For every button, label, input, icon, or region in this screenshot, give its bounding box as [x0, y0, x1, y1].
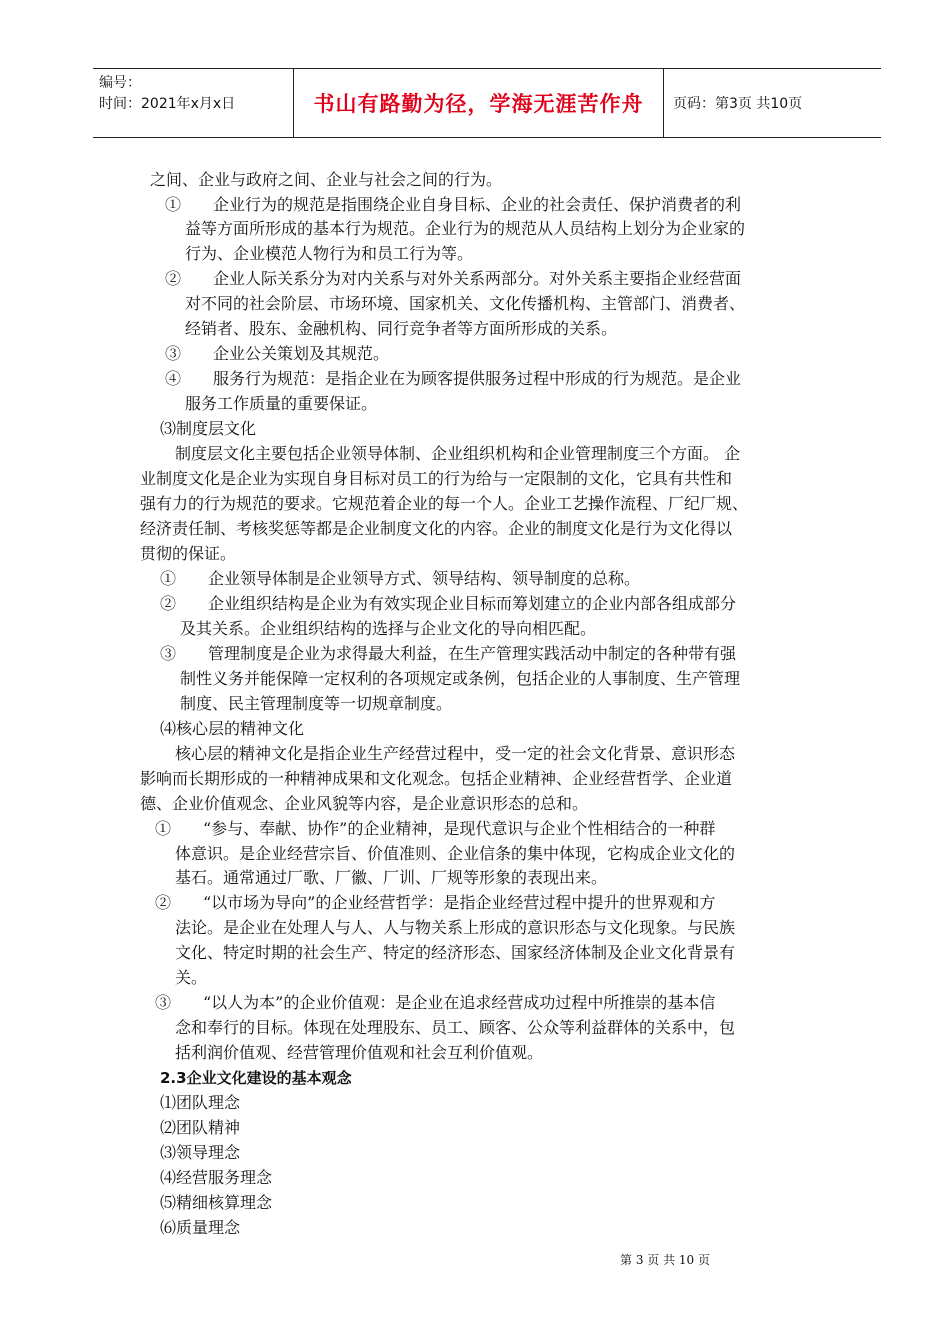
text-line: 制性义务并能保障一定权利的各项规定或条例，包括企业的人事制度、生产管理 [180, 669, 741, 688]
text-line: 及其关系。企业组织结构的选择与企业文化的导向相匹配。 [180, 619, 597, 638]
list-item: ③ “以人为本”的企业价值观：是企业在追求经营成功过程中所推崇的基本信 [155, 993, 716, 1012]
text-line: 文化、特定时期的社会生产、特定的经济形态、国家经济体制及企业文化背景有 [175, 943, 736, 962]
list-item: ① 企业领导体制是企业领导方式、领导结构、领导制度的总称。 [160, 569, 641, 588]
list-item: ⑶领导理念 [160, 1143, 241, 1162]
list-item: ⑹质量理念 [160, 1218, 241, 1237]
list-item: ⑷经营服务理念 [160, 1168, 273, 1187]
text-line: 基石。通常通过厂歌、厂徽、厂训、厂规等形象的表现出来。 [175, 868, 608, 887]
section-heading: ⑷核心层的精神文化 [160, 719, 305, 738]
list-item: ③ 企业公关策划及其规范。 [165, 344, 390, 363]
text-line: 核心层的精神文化是指企业生产经营过程中，受一定的社会文化背景、意识形态 [175, 744, 736, 763]
text-line: 德、企业价值观念、企业风貌等内容，是企业意识形态的总和。 [140, 794, 589, 813]
section-heading: ⑶制度层文化 [160, 419, 257, 438]
page-info: 页码：第3页 共10页 [673, 96, 803, 112]
list-item: ② 企业组织结构是企业为有效实现企业目标而筹划建立的企业内部各组成部分 [160, 594, 737, 613]
list-item: ② “以市场为导向”的企业经营哲学：是指企业经营过程中提升的世界观和方 [155, 893, 716, 912]
text-line: 强有力的行为规范的要求。它规范着企业的每一个人。企业工艺操作流程、厂纪厂规、 [140, 494, 749, 513]
motto: 书山有路勤为径，学海无涯苦作舟 [313, 92, 644, 116]
text-line: 念和奉行的目标。体现在处理股东、员工、顾客、公众等利益群体的关系中，包 [175, 1018, 736, 1037]
text-line: 业制度文化是企业为实现自身目标对员工的行为给与一定限制的文化，它具有共性和 [140, 469, 733, 488]
list-item: ① 企业行为的规范是指围绕企业自身目标、企业的社会责任、保护消费者的利 [165, 195, 742, 214]
text-line: 贯彻的保证。 [140, 544, 237, 563]
text-line: 之间、企业与政府之间、企业与社会之间的行为。 [150, 170, 503, 189]
list-item: ⑴团队理念 [160, 1093, 241, 1112]
header-table [93, 68, 881, 138]
text-line: 关。 [175, 968, 208, 987]
text-line: 益等方面所形成的基本行为规范。企业行为的规范从人员结构上划分为企业家的 [185, 219, 746, 238]
text-line: 服务工作质量的重要保证。 [185, 394, 378, 413]
list-item: ② 企业人际关系分为对内关系与对外关系两部分。对外关系主要指企业经营面 [165, 269, 742, 288]
list-item: ④ 服务行为规范：是指企业在为顾客提供服务过程中形成的行为规范。是企业 [165, 369, 742, 388]
page-footer: 第 3 页 共 10 页 [620, 1253, 710, 1267]
text-line: 体意识。是企业经营宗旨、价值准则、企业信条的集中体现，它构成企业文化的 [175, 844, 736, 863]
list-item: ⑸精细核算理念 [160, 1193, 273, 1212]
divider [663, 69, 664, 137]
number-label: 编号： [99, 75, 141, 91]
text-line: 影响而长期形成的一种精神成果和文化观念。包括企业精神、企业经营哲学、企业道 [140, 769, 733, 788]
list-item: ③ 管理制度是企业为求得最大利益，在生产管理实践活动中制定的各种带有强 [160, 644, 737, 663]
text-line: 经销者、股东、金融机构、同行竞争者等方面所形成的关系。 [185, 319, 618, 338]
text-line: 制度层文化主要包括企业领导体制、企业组织机构和企业管理制度三个方面。 企 [175, 444, 741, 463]
text-line: 括利润价值观、经营管理价值观和社会互利价值观。 [175, 1043, 544, 1062]
text-line: 对不同的社会阶层、市场环境、国家机关、文化传播机构、主管部门、消费者、 [185, 294, 746, 313]
text-line: 法论。是企业在处理人与人、人与物关系上形成的意识形态与文化现象。与民族 [175, 918, 736, 937]
text-line: 制度、民主管理制度等一切规章制度。 [180, 694, 453, 713]
text-line: 经济责任制、考核奖惩等都是企业制度文化的内容。企业的制度文化是行为文化得以 [140, 519, 733, 538]
time-label: 时间：2021年x月x日 [99, 96, 236, 112]
header-meta [93, 69, 293, 137]
subsection-heading: 2.3企业文化建设的基本观念 [160, 1069, 352, 1087]
list-item: ⑵团队精神 [160, 1118, 241, 1137]
text-line: 行为、企业模范人物行为和员工行为等。 [185, 244, 474, 263]
list-item: ① “参与、奉献、协作”的企业精神，是现代意识与企业个性相结合的一种群 [155, 819, 716, 838]
